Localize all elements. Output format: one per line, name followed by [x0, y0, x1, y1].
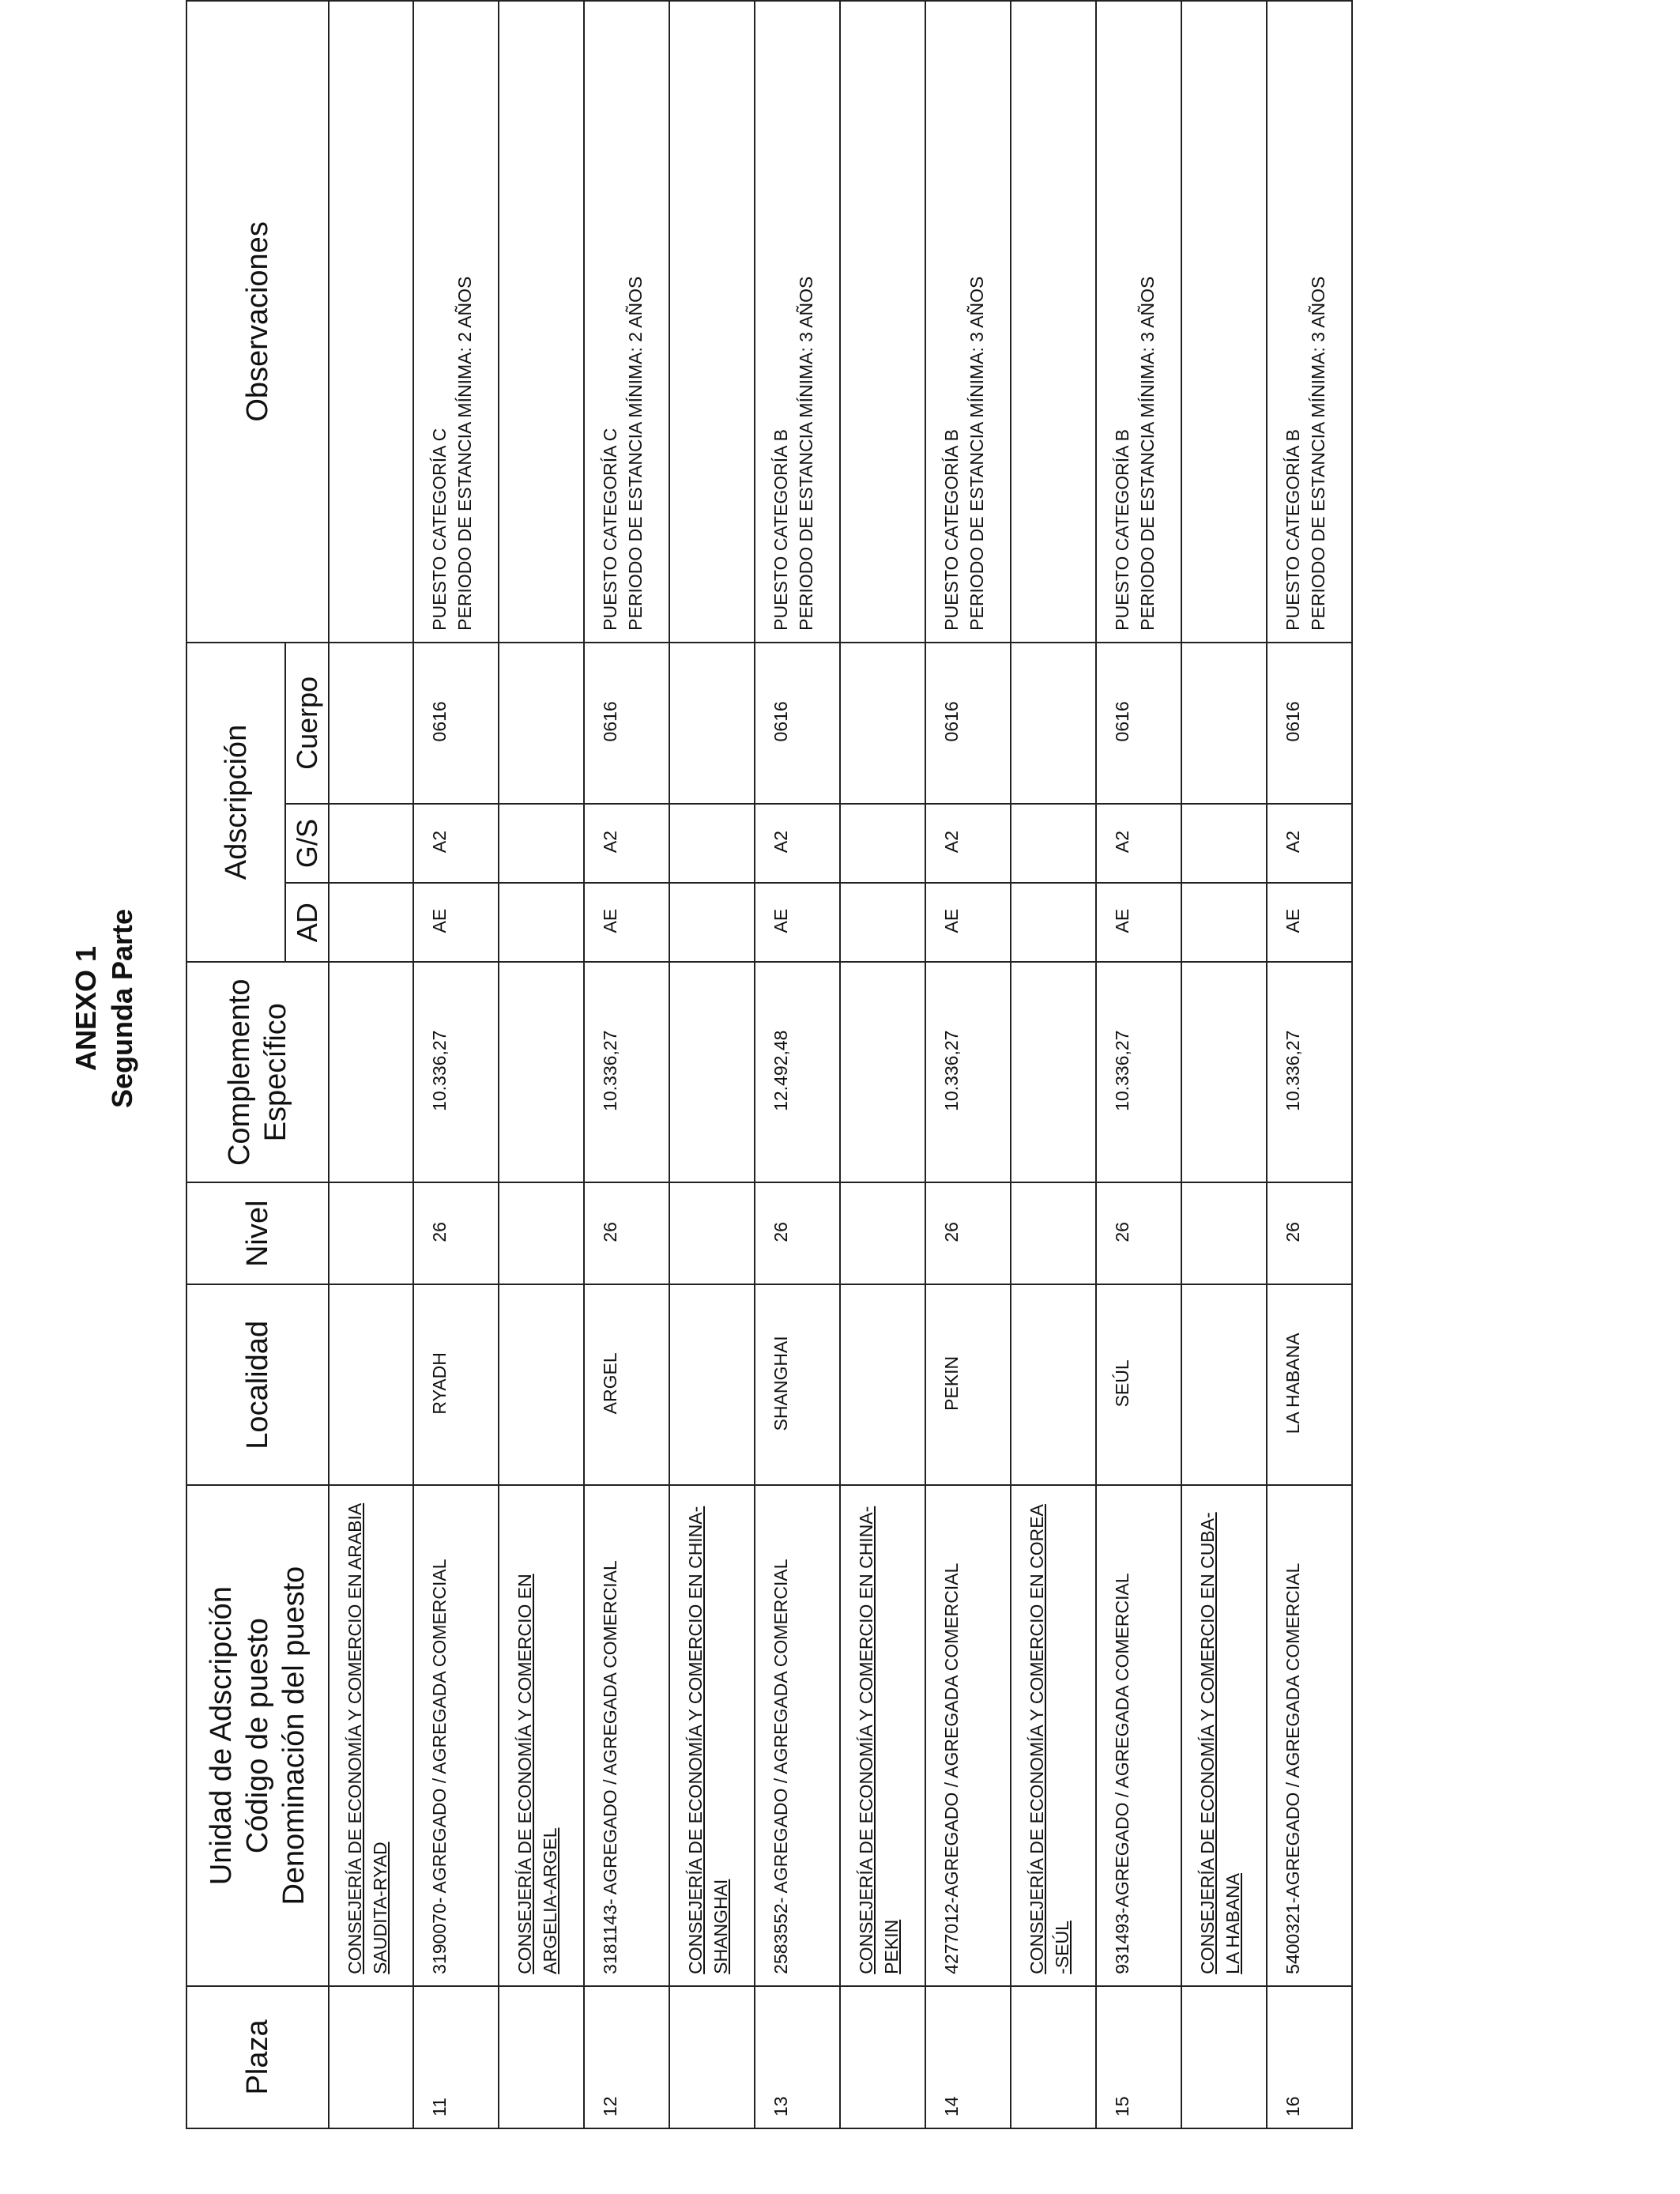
- localidad-cell: LA HABANA: [1267, 1284, 1352, 1485]
- annex-title: ANEXO 1: [70, 945, 102, 1072]
- cuerpo-cell: 0616: [925, 643, 1011, 804]
- table-row-unit: [499, 1, 584, 2128]
- observaciones-cell: [925, 1, 1011, 643]
- obs-stay: PERIODO DE ESTANCIA MÍNIMA: 3 AÑOS: [1137, 276, 1158, 631]
- table-row: [413, 1, 499, 2128]
- header-gs: G/S: [285, 804, 329, 883]
- cuerpo-cell: 0616: [1267, 643, 1352, 804]
- unit-name: CONSEJERÍA DE ECONOMÍA Y COMERCIO EN COREA -SEÚL: [1026, 1504, 1072, 1974]
- observaciones-cell: [584, 1, 669, 643]
- table-row-unit: [1181, 1, 1267, 2128]
- ad-cell: AE: [584, 883, 669, 962]
- puesto-cell: 3190070- AGREGADO / AGREGADA COMERCIAL: [413, 1485, 499, 1985]
- localidad-cell: RYADH: [413, 1284, 499, 1485]
- unit-name: CONSEJERÍA DE ECONOMÍA Y COMERCIO EN CUBA-LA HABANA: [1197, 1512, 1243, 1974]
- unit-name: CONSEJERÍA DE ECONOMÍA Y COMERCIO EN ARGELIA-ARGEL: [514, 1574, 560, 1974]
- cuerpo-cell: 0616: [413, 643, 499, 804]
- unit-name: CONSEJERÍA DE ECONOMÍA Y COMERCIO EN ARABIA SAUDITA-RYAD: [345, 1502, 390, 1974]
- table-row-unit: [669, 1, 755, 2128]
- header-ad: AD: [285, 883, 329, 962]
- obs-stay: PERIODO DE ESTANCIA MÍNIMA: 3 AÑOS: [1308, 276, 1328, 631]
- observaciones-cell: [1096, 1, 1181, 643]
- table-row: [925, 1, 1011, 2128]
- ad-cell: AE: [1096, 883, 1181, 962]
- header-complemento-line2: Específico: [259, 1003, 292, 1142]
- complemento-cell: 10.336,27: [584, 962, 669, 1182]
- gs-cell: A2: [584, 804, 669, 883]
- header-nivel: Nivel: [186, 1182, 329, 1284]
- gs-cell: A2: [925, 804, 1011, 883]
- gs-cell: A2: [755, 804, 840, 883]
- table-row-unit: [329, 1, 413, 2128]
- puesto-cell: 4277012-AGREGADO / AGREGADA COMERCIAL: [925, 1485, 1011, 1985]
- localidad-cell: PEKIN: [925, 1284, 1011, 1485]
- positions-table: [186, 0, 1353, 2129]
- table-row: [1096, 1, 1181, 2128]
- nivel-cell: 26: [413, 1182, 499, 1284]
- plaza-cell: 14: [925, 1986, 1011, 2128]
- localidad-cell: ARGEL: [584, 1284, 669, 1485]
- table-row: [584, 1, 669, 2128]
- ad-cell: AE: [925, 883, 1011, 962]
- header-cuerpo: Cuerpo: [285, 643, 329, 804]
- complemento-cell: 12.492,48: [755, 962, 840, 1182]
- unit-name: CONSEJERÍA DE ECONOMÍA Y COMERCIO EN CHINA-SHANGHAI: [685, 1506, 731, 1974]
- obs-category: PUESTO CATEGORÍA C: [600, 428, 620, 631]
- complemento-cell: 10.336,27: [1267, 962, 1352, 1182]
- obs-stay: PERIODO DE ESTANCIA MÍNIMA: 2 AÑOS: [625, 276, 646, 631]
- header-unidad-line1: Unidad de Adscripción: [205, 1586, 238, 1886]
- plaza-cell: 12: [584, 1986, 669, 2128]
- observaciones-cell: [1267, 1, 1352, 643]
- nivel-cell: 26: [1096, 1182, 1181, 1284]
- document-title: [68, 613, 141, 1404]
- header-plaza: Plaza: [186, 1986, 329, 2128]
- ad-cell: AE: [1267, 883, 1352, 962]
- obs-stay: PERIODO DE ESTANCIA MÍNIMA: 2 AÑOS: [454, 276, 475, 631]
- table-row: [1267, 1, 1352, 2128]
- ad-cell: AE: [755, 883, 840, 962]
- plaza-cell: 13: [755, 1986, 840, 2128]
- header-unidad-line3: Denominación del puesto: [277, 1566, 311, 1906]
- header-complemento: [186, 962, 329, 1182]
- puesto-cell: 3181143- AGREGADO / AGREGADA COMERCIAL: [584, 1485, 669, 1985]
- complemento-cell: 10.336,27: [413, 962, 499, 1182]
- ad-cell: AE: [413, 883, 499, 962]
- nivel-cell: 26: [584, 1182, 669, 1284]
- obs-category: PUESTO CATEGORÍA B: [1112, 429, 1132, 631]
- plaza-cell: 16: [1267, 1986, 1352, 2128]
- nivel-cell: 26: [925, 1182, 1011, 1284]
- header-adscripcion: Adscripción: [186, 643, 285, 962]
- obs-stay: PERIODO DE ESTANCIA MÍNIMA: 3 AÑOS: [796, 276, 816, 631]
- table-row-unit: [840, 1, 925, 2128]
- obs-category: PUESTO CATEGORÍA B: [770, 429, 791, 631]
- cuerpo-cell: 0616: [584, 643, 669, 804]
- localidad-cell: SHANGHAI: [755, 1284, 840, 1485]
- unit-name: CONSEJERÍA DE ECONOMÍA Y COMERCIO EN CHINA-PEKIN: [856, 1506, 902, 1974]
- localidad-cell: SEÚL: [1096, 1284, 1181, 1485]
- table-row: [755, 1, 840, 2128]
- header-observaciones: Observaciones: [186, 1, 329, 643]
- observaciones-cell: [755, 1, 840, 643]
- plaza-cell: 15: [1096, 1986, 1181, 2128]
- header-complemento-line1: Complemento: [223, 978, 256, 1167]
- table-row-unit: [1011, 1, 1096, 2128]
- gs-cell: A2: [1267, 804, 1352, 883]
- gs-cell: A2: [413, 804, 499, 883]
- header-unidad-line2: Código de puesto: [241, 1618, 274, 1854]
- nivel-cell: 26: [1267, 1182, 1352, 1284]
- obs-stay: PERIODO DE ESTANCIA MÍNIMA: 3 AÑOS: [966, 276, 987, 631]
- puesto-cell: 931493-AGREGADO / AGREGADA COMERCIAL: [1096, 1485, 1181, 1985]
- gs-cell: A2: [1096, 804, 1181, 883]
- observaciones-cell: [413, 1, 499, 643]
- complemento-cell: 10.336,27: [925, 962, 1011, 1182]
- cuerpo-cell: 0616: [755, 643, 840, 804]
- complemento-cell: 10.336,27: [1096, 962, 1181, 1182]
- plaza-cell: 11: [413, 1986, 499, 2128]
- obs-category: PUESTO CATEGORÍA B: [941, 429, 962, 631]
- puesto-cell: 5400321-AGREGADO / AGREGADA COMERCIAL: [1267, 1485, 1352, 1985]
- header-unidad: [186, 1485, 329, 1985]
- header-localidad: Localidad: [186, 1284, 329, 1485]
- cuerpo-cell: 0616: [1096, 643, 1181, 804]
- obs-category: PUESTO CATEGORÍA C: [429, 428, 450, 631]
- obs-category: PUESTO CATEGORÍA B: [1283, 429, 1303, 631]
- annex-subtitle: Segunda Parte: [106, 908, 138, 1109]
- nivel-cell: 26: [755, 1182, 840, 1284]
- puesto-cell: 2583552- AGREGADO / AGREGADA COMERCIAL: [755, 1485, 840, 1985]
